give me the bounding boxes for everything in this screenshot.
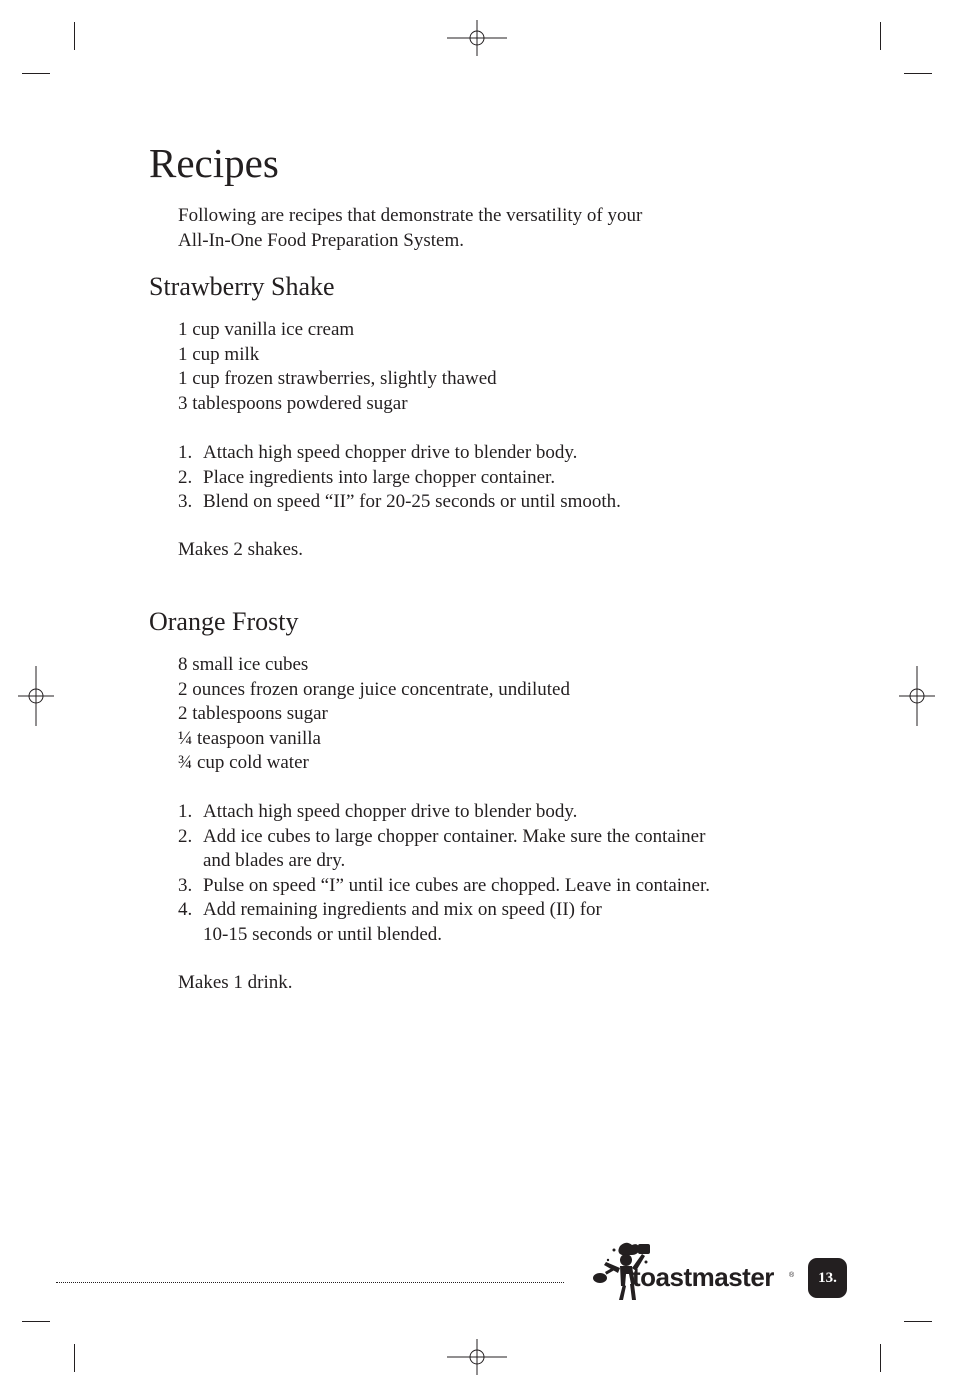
- ingredient-item: 8 small ice cubes: [178, 654, 309, 675]
- recipe-yield: Makes 2 shakes.: [178, 539, 304, 560]
- ingredient-item: 3 tablespoons powdered sugar: [178, 392, 408, 414]
- crop-mark: [904, 73, 932, 74]
- step-list: [178, 441, 621, 515]
- crop-mark: [22, 1321, 50, 1322]
- step-item: [178, 825, 710, 874]
- registration-mark-icon: [887, 666, 947, 726]
- ingredient-list: [178, 653, 570, 776]
- registered-mark: ®: [789, 1272, 795, 1279]
- step-number: 3.: [178, 491, 193, 512]
- crop-mark: [904, 1321, 932, 1322]
- ingredient-item: ¾ cup cold water: [178, 752, 309, 773]
- crop-mark: [880, 1344, 881, 1372]
- recipe-yield: Makes 1 drink.: [178, 972, 293, 993]
- ingredient-item: 2 ounces frozen orange juice concentrate, undiluted: [178, 678, 570, 700]
- intro-line: Following are recipes that demonstrate the versatility of your: [178, 205, 643, 226]
- page-number-badge: 13.: [808, 1258, 847, 1298]
- step-text: Place ingredients into large chopper container.: [203, 466, 556, 488]
- intro-line: All-In-One Food Preparation System.: [178, 229, 465, 251]
- step-text: 10-15 seconds or until blended.: [203, 923, 443, 945]
- step-item: [178, 898, 710, 947]
- step-item: [178, 874, 710, 899]
- step-item: [178, 441, 621, 466]
- recipe-title-strawberry-shake: Strawberry Shake: [149, 272, 335, 301]
- step-text: Pulse on speed “I” until ice cubes are chopped. Leave in container.: [203, 874, 710, 896]
- ingredient-list: [178, 318, 497, 416]
- ingredient-item: 1 cup vanilla ice cream: [178, 319, 355, 340]
- ingredient-item: ¼ teaspoon vanilla: [178, 727, 321, 749]
- step-text: Blend on speed “II” for 20-25 seconds or until smooth.: [203, 491, 621, 512]
- intro-paragraph: [178, 204, 642, 253]
- step-text: Add ice cubes to large chopper container. Make sure the container: [203, 825, 706, 847]
- footer-dotted-rule: [56, 1282, 564, 1283]
- step-text: and blades are dry.: [203, 850, 346, 871]
- step-text: Attach high speed chopper drive to blender body.: [203, 801, 578, 822]
- registration-mark-icon: [6, 666, 66, 726]
- step-text: Attach high speed chopper drive to blender body.: [203, 442, 578, 463]
- ingredient-item: 1 cup milk: [178, 343, 260, 365]
- crop-mark: [74, 22, 75, 50]
- step-item: [178, 800, 710, 825]
- step-item: [178, 466, 621, 491]
- step-number: 1.: [178, 801, 193, 822]
- ingredient-item: 2 tablespoons sugar: [178, 703, 328, 724]
- step-number: 2.: [178, 825, 193, 847]
- registration-mark-icon: [447, 8, 507, 68]
- crop-mark: [74, 1344, 75, 1372]
- crop-mark: [880, 22, 881, 50]
- registration-mark-icon: [447, 1327, 507, 1387]
- crop-mark: [22, 73, 50, 74]
- step-list: [178, 800, 710, 947]
- step-number: 3.: [178, 874, 193, 896]
- step-number: 4.: [178, 899, 193, 920]
- step-number: 1.: [178, 442, 193, 463]
- step-number: 2.: [178, 466, 193, 488]
- brand-wordmark: toastmaster: [632, 1262, 774, 1292]
- step-item: [178, 490, 621, 515]
- ingredient-item: 1 cup frozen strawberries, slightly thawed: [178, 368, 497, 389]
- step-text: Add remaining ingredients and mix on speed (II) for: [203, 899, 602, 920]
- page-title: Recipes: [149, 140, 279, 186]
- recipe-title-orange-frosty: Orange Frosty: [149, 607, 299, 636]
